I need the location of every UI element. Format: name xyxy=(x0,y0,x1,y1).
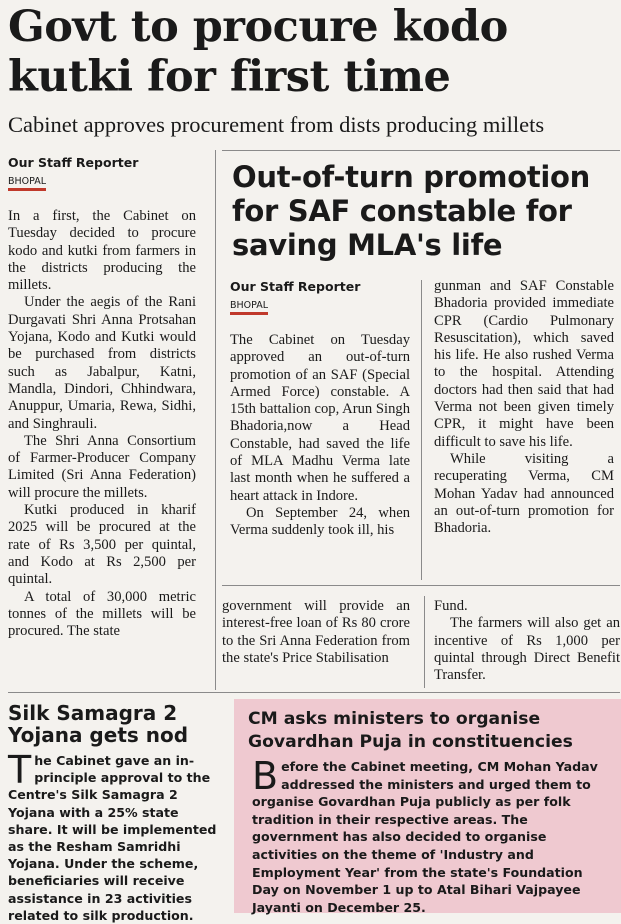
column-divider xyxy=(424,596,425,688)
silk-story-text: he Cabinet gave an in-principle approval to the Centre's Silk Samagra 2 Yojana with a 25% state share. It will be implemented as the Resham Samridhi Yojana. Under the scheme, beneficiaries will receive assistance in 23 activities related to silk production. xyxy=(8,753,217,923)
main-continuation: government will provide an interest-free loan of Rs 80 crore to the Sri Anna Federation from the state's Price Stabilisation xyxy=(222,598,410,666)
main-paragraph: Kutki produced in kharif 2025 will be procured at the rate of Rs 3,500 per quintal, and Kodo at Rs 2,500 per quintal. xyxy=(8,502,196,588)
main-story-column-3 xyxy=(434,598,620,684)
main-byline: Our Staff Reporter xyxy=(8,155,139,170)
main-story-column-2 xyxy=(222,598,410,667)
silk-story-body xyxy=(8,748,222,924)
silk-story-headline: Silk Samagra 2 Yojana gets nod xyxy=(8,701,189,747)
puja-story-text: efore the Cabinet meeting, CM Mohan Yadav addressed the ministers and urged them to organise Govardhan Puja publicly as per folk tradition in their respective areas. The government has also decided to organise activities on the theme of 'Industry and Employment Year' from the state's Foundation Day on November 1 up to Atal Bihari Vajpayee Jayanti on December 25. xyxy=(252,759,598,915)
main-dateline: BHOPAL xyxy=(8,176,46,187)
main-paragraph: The Shri Anna Consortium of Farmer-Producer Company Limited (Sri Anna Federation) will procure the millets. xyxy=(8,432,196,501)
dropcap: B xyxy=(252,754,279,798)
section-divider xyxy=(8,692,620,693)
puja-story-headline: CM asks ministers to organise Govardhan Puja in constituencies xyxy=(248,709,573,752)
main-paragraph: A total of 30,000 metric tonnes of the millets will be procured. The state xyxy=(8,588,196,640)
main-continuation: Fund. xyxy=(434,598,468,614)
boxed-paragraph: gunman and SAF Constable Bhadoria provided immediate CPR (Cardio Pulmonary Resuscitation), which saved his life. He also rushed Verma to the hospital. Attending doctors had then said that had Verma not been given timely CPR, it might have been difficult to save his life. xyxy=(434,278,614,450)
boxed-column-1 xyxy=(230,332,410,540)
boxed-paragraph: While visiting a recuperating Verma, CM Mohan Yadav had announced an out-of-turn promotion for Bhadoria. xyxy=(434,450,614,537)
boxed-dateline: BHOPAL xyxy=(230,300,268,311)
boxed-column-2 xyxy=(434,278,614,537)
boxed-paragraph: On September 24, when Verma suddenly took ill, his xyxy=(230,504,410,539)
main-headline: Govt to procure kodo kutki for first time xyxy=(8,2,508,102)
boxed-byline: Our Staff Reporter xyxy=(230,279,361,294)
main-subheadline: Cabinet approves procurement from dists producing millets xyxy=(8,112,545,137)
main-paragraph: In a first, the Cabinet on Tuesday decided to procure kodo and kutki from farmers in the districts producing the millets. xyxy=(8,208,196,294)
boxed-column-divider xyxy=(421,280,422,580)
puja-story-body xyxy=(252,754,612,916)
boxed-paragraph: The Cabinet on Tuesday approved an out-of-turn promotion of an SAF (Special Armed Force) constable. A 15th battalion cop, Arun Singh Bhadoria,now a Head Constable, had saved the life of MLA Madhu Verma late last month when he suffered a heart attack in Indore. xyxy=(230,332,410,504)
main-continuation: The farmers will also get an incentive of Rs 1,000 per quintal through Direct Benefit Transfer. xyxy=(434,615,620,684)
boxed-story-headline: Out-of-turn promotion for SAF constable for saving MLA's life xyxy=(232,160,591,262)
main-paragraph: Under the aegis of the Rani Durgavati Shri Anna Protsahan Yojana, Kodo and Kutki would be purchased from districts such as Jabalpur, Katni, Mandla, Dindori, Chhindwara, Anuppur, Umaria, Rewa, Sidhi, and Singhrauli. xyxy=(8,294,196,432)
main-story-column-1 xyxy=(8,208,196,640)
column-divider xyxy=(215,150,216,690)
dropcap: T xyxy=(8,748,32,792)
